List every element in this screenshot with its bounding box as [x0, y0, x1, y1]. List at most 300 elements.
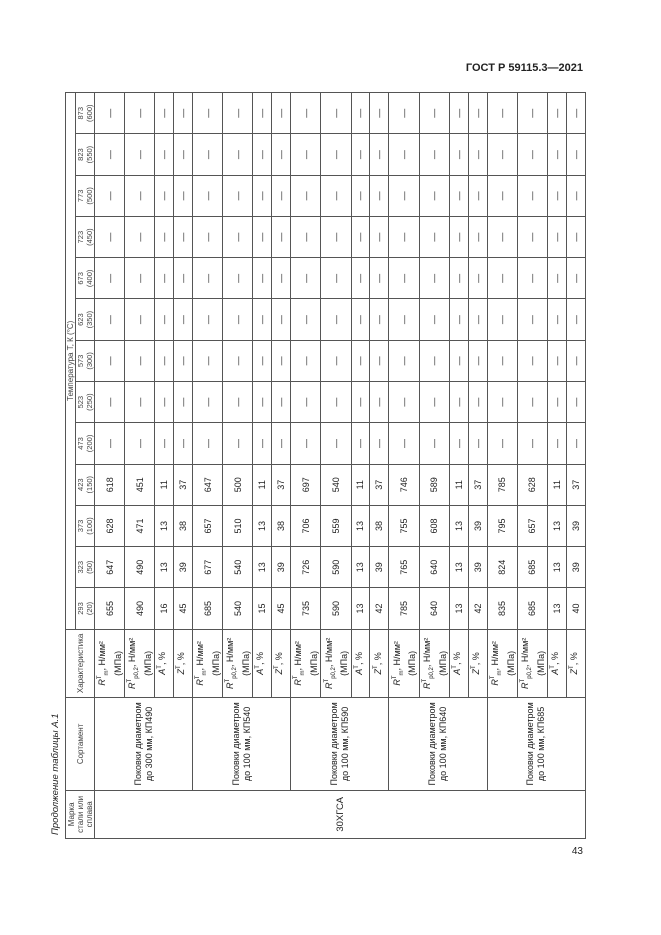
char-sub: p0,2 — [232, 667, 239, 679]
header-temp-1 — [76, 547, 95, 588]
value-cell: 11 — [155, 464, 174, 505]
value-cell: 40 — [566, 588, 585, 629]
value-cell: — — [321, 258, 351, 299]
value-cell: — — [351, 216, 370, 257]
value-cell: 697 — [291, 464, 321, 505]
value-cell: — — [223, 175, 253, 216]
value-cell: — — [223, 423, 253, 464]
header-temp-12 — [76, 93, 95, 134]
value-cell: — — [468, 340, 487, 381]
char-sup: T — [451, 665, 458, 669]
value-cell: — — [125, 134, 155, 175]
value-cell: — — [291, 258, 321, 299]
char-unit: , % — [451, 652, 462, 666]
value-cell: — — [291, 340, 321, 381]
value-cell: — — [449, 175, 468, 216]
char-symbol: A — [157, 668, 168, 675]
value-cell: — — [174, 93, 193, 134]
char-symbol: R — [421, 682, 432, 689]
characteristic-label — [223, 629, 253, 697]
char-unit: , Н/мм² (МПа) — [97, 641, 123, 676]
header-temp-11 — [76, 134, 95, 175]
value-cell: — — [253, 216, 272, 257]
value-cell: 451 — [125, 464, 155, 505]
value-cell: — — [419, 299, 449, 340]
value-cell: — — [389, 258, 419, 299]
value-cell: 13 — [449, 588, 468, 629]
value-cell: — — [449, 382, 468, 423]
value-cell: — — [517, 423, 547, 464]
header-temp-2 — [76, 505, 95, 546]
char-sup: T — [323, 678, 330, 683]
value-cell: — — [517, 216, 547, 257]
value-cell: — — [174, 423, 193, 464]
char-sup: T — [391, 675, 398, 680]
char-symbol: R — [97, 679, 108, 686]
characteristic-label — [193, 629, 223, 697]
char-symbol: R — [323, 682, 334, 689]
value-cell: 38 — [174, 505, 193, 546]
table-row — [487, 93, 517, 839]
value-cell: 39 — [468, 505, 487, 546]
char-sup: T — [274, 665, 281, 669]
value-cell: 785 — [487, 464, 517, 505]
value-cell: — — [370, 299, 389, 340]
value-cell: 11 — [351, 464, 370, 505]
grade-cell: 30ХГСА — [95, 790, 586, 838]
temp-kelvin: 423 — [76, 478, 85, 491]
temp-kelvin: 293 — [76, 602, 85, 615]
value-cell: 540 — [321, 464, 351, 505]
value-cell: 490 — [125, 588, 155, 629]
characteristic-label — [419, 629, 449, 697]
value-cell: 746 — [389, 464, 419, 505]
value-cell: — — [547, 258, 566, 299]
value-cell: — — [351, 258, 370, 299]
value-cell: — — [449, 340, 468, 381]
value-cell: 11 — [449, 464, 468, 505]
char-sup: T — [519, 678, 526, 683]
sort-cell: Поковки диаметром до 100 мм, КП590 — [291, 698, 389, 791]
value-cell: — — [351, 423, 370, 464]
char-symbol: R — [489, 679, 500, 686]
value-cell: — — [291, 134, 321, 175]
temp-kelvin: 523 — [76, 395, 85, 409]
value-cell: 640 — [419, 547, 449, 588]
characteristic-label — [272, 629, 291, 697]
value-cell: — — [193, 258, 223, 299]
value-cell: 42 — [370, 588, 389, 629]
header-temp-4 — [76, 423, 95, 464]
characteristic-label — [547, 629, 566, 697]
table-row — [291, 93, 321, 839]
value-cell: — — [253, 340, 272, 381]
table-row — [193, 93, 223, 839]
value-cell: — — [95, 93, 125, 134]
value-cell: — — [468, 423, 487, 464]
char-sup: T — [255, 665, 262, 669]
temp-kelvin: 573 — [76, 354, 85, 368]
value-cell: 16 — [155, 588, 174, 629]
value-cell: 647 — [95, 547, 125, 588]
value-cell: — — [389, 216, 419, 257]
value-cell: 590 — [321, 547, 351, 588]
temp-celsius: (450) — [85, 228, 94, 246]
value-cell: — — [547, 382, 566, 423]
char-unit: , Н/мм² (МПа) — [293, 641, 320, 676]
value-cell: 13 — [351, 505, 370, 546]
value-cell: 471 — [125, 505, 155, 546]
char-sub: m — [398, 670, 405, 676]
value-cell: 11 — [547, 464, 566, 505]
value-cell: — — [125, 258, 155, 299]
temp-celsius: (250) — [85, 393, 94, 411]
value-cell: — — [547, 175, 566, 216]
char-sup: T — [489, 675, 496, 680]
header-characteristic: Характеристика — [66, 629, 95, 697]
value-cell: 628 — [95, 505, 125, 546]
table-row — [95, 93, 125, 839]
value-cell: — — [321, 299, 351, 340]
value-cell: — — [449, 93, 468, 134]
value-cell: — — [174, 175, 193, 216]
value-cell: — — [155, 216, 174, 257]
value-cell: — — [370, 382, 389, 423]
value-cell: 45 — [272, 588, 291, 629]
value-cell: — — [419, 175, 449, 216]
value-cell: — — [566, 340, 585, 381]
char-unit: , % — [274, 652, 285, 666]
value-cell: — — [566, 299, 585, 340]
value-cell: 38 — [272, 505, 291, 546]
value-cell: — — [155, 299, 174, 340]
header-sort: Сортамент — [66, 698, 95, 791]
sort-cell: Поковки диаметром до 100 мм, КП540 — [193, 698, 291, 791]
value-cell: — — [125, 382, 155, 423]
value-cell: — — [95, 258, 125, 299]
value-cell: — — [125, 175, 155, 216]
value-cell: — — [468, 299, 487, 340]
value-cell: — — [272, 299, 291, 340]
value-cell: — — [370, 93, 389, 134]
value-cell: — — [95, 299, 125, 340]
value-cell: — — [517, 93, 547, 134]
value-cell: — — [321, 340, 351, 381]
value-cell: — — [193, 216, 223, 257]
value-cell: — — [125, 340, 155, 381]
value-cell: — — [272, 382, 291, 423]
char-sup: T — [372, 665, 379, 669]
value-cell: — — [174, 134, 193, 175]
value-cell: 39 — [468, 547, 487, 588]
char-unit: , Н/мм² (МПа) — [323, 637, 350, 676]
value-cell: — — [449, 423, 468, 464]
value-cell: 685 — [193, 588, 223, 629]
value-cell: — — [155, 423, 174, 464]
value-cell: 657 — [193, 505, 223, 546]
value-cell: — — [174, 299, 193, 340]
value-cell: 39 — [370, 547, 389, 588]
char-symbol: R — [127, 682, 138, 689]
value-cell: — — [155, 175, 174, 216]
characteristic-label — [253, 629, 272, 697]
value-cell: — — [517, 258, 547, 299]
char-sup: T — [225, 678, 232, 683]
header-temp-3 — [76, 464, 95, 505]
char-unit: , Н/мм² (МПа) — [127, 637, 154, 676]
value-cell: 706 — [291, 505, 321, 546]
char-symbol: Z — [372, 668, 383, 675]
char-symbol: A — [549, 668, 560, 675]
value-cell: 647 — [193, 464, 223, 505]
temp-kelvin: 823 — [76, 148, 85, 161]
value-cell: 590 — [321, 588, 351, 629]
value-cell: — — [351, 299, 370, 340]
value-cell: — — [95, 423, 125, 464]
value-cell: 39 — [272, 547, 291, 588]
char-sup: T — [195, 675, 202, 680]
value-cell: — — [449, 258, 468, 299]
characteristic-label — [351, 629, 370, 697]
value-cell: 39 — [566, 505, 585, 546]
value-cell: 655 — [95, 588, 125, 629]
value-cell: — — [155, 134, 174, 175]
char-symbol: R — [391, 679, 402, 686]
value-cell: — — [468, 258, 487, 299]
header-temp-10 — [76, 175, 95, 216]
temp-kelvin: 473 — [76, 437, 85, 450]
char-symbol: A — [255, 668, 266, 675]
value-cell: — — [95, 216, 125, 257]
char-unit: , % — [470, 652, 481, 666]
value-cell: — — [223, 299, 253, 340]
char-symbol: R — [293, 679, 304, 686]
value-cell: — — [468, 382, 487, 423]
value-cell: — — [351, 93, 370, 134]
value-cell: — — [253, 258, 272, 299]
value-cell: 13 — [547, 505, 566, 546]
value-cell: — — [566, 134, 585, 175]
value-cell: — — [223, 134, 253, 175]
value-cell: — — [125, 423, 155, 464]
char-sup: T — [293, 675, 300, 680]
characteristic-label — [449, 629, 468, 697]
temp-celsius: (300) — [85, 352, 94, 370]
value-cell: — — [193, 134, 223, 175]
value-cell: — — [389, 299, 419, 340]
value-cell: 510 — [223, 505, 253, 546]
value-cell: — — [253, 299, 272, 340]
characteristic-label — [291, 629, 321, 697]
characteristic-label — [566, 629, 585, 697]
value-cell: — — [487, 423, 517, 464]
characteristic-label — [468, 629, 487, 697]
characteristic-label — [125, 629, 155, 697]
char-sup: T — [157, 665, 164, 669]
value-cell: 42 — [468, 588, 487, 629]
char-symbol: Z — [569, 668, 579, 675]
value-cell: — — [419, 134, 449, 175]
value-cell: — — [253, 93, 272, 134]
value-cell: — — [566, 93, 585, 134]
value-cell: — — [351, 175, 370, 216]
temp-celsius: (400) — [85, 269, 94, 288]
char-sup: T — [176, 665, 183, 669]
value-cell: — — [419, 93, 449, 134]
value-cell: 15 — [253, 588, 272, 629]
value-cell: — — [517, 299, 547, 340]
temp-celsius: (350) — [85, 310, 94, 329]
value-cell: 13 — [449, 547, 468, 588]
value-cell: — — [487, 93, 517, 134]
value-cell: 39 — [566, 547, 585, 588]
sort-cell: Поковки диаметром до 100 мм, КП685 — [487, 698, 585, 791]
value-cell: 628 — [517, 464, 547, 505]
char-unit: , % — [549, 652, 560, 666]
value-cell: — — [95, 340, 125, 381]
value-cell: — — [370, 175, 389, 216]
header-temp-8 — [76, 258, 95, 299]
char-unit: , % — [569, 652, 579, 666]
value-cell: 13 — [547, 547, 566, 588]
value-cell: — — [370, 258, 389, 299]
char-sup: T — [569, 665, 575, 669]
char-sup: T — [127, 678, 134, 683]
value-cell: — — [193, 175, 223, 216]
char-unit: , % — [353, 652, 364, 666]
char-unit: , Н/мм² (МПа) — [421, 637, 448, 676]
value-cell: — — [321, 93, 351, 134]
header-temperature: Температура T, К (°С) — [66, 93, 76, 630]
header-temp-9 — [76, 216, 95, 257]
value-cell: 13 — [449, 505, 468, 546]
value-cell: — — [272, 423, 291, 464]
characteristic-label — [487, 629, 517, 697]
value-cell: — — [389, 423, 419, 464]
characteristic-label — [321, 629, 351, 697]
value-cell: — — [223, 382, 253, 423]
char-sup: T — [97, 675, 104, 680]
characteristic-label — [155, 629, 174, 697]
value-cell: — — [487, 340, 517, 381]
value-cell: 589 — [419, 464, 449, 505]
value-cell: 618 — [95, 464, 125, 505]
value-cell: — — [487, 175, 517, 216]
char-unit: , Н/мм² (МПа) — [195, 641, 222, 676]
temp-celsius: (50) — [85, 560, 94, 574]
value-cell: — — [547, 423, 566, 464]
temp-kelvin: 323 — [76, 560, 85, 574]
value-cell: 13 — [253, 505, 272, 546]
value-cell: — — [272, 216, 291, 257]
char-unit: , Н/мм² (МПа) — [489, 641, 516, 676]
value-cell: — — [487, 382, 517, 423]
value-cell: — — [351, 340, 370, 381]
value-cell: — — [321, 134, 351, 175]
value-cell: — — [487, 299, 517, 340]
value-cell: — — [253, 175, 272, 216]
value-cell: — — [223, 216, 253, 257]
value-cell: — — [419, 340, 449, 381]
value-cell: — — [351, 134, 370, 175]
char-sup: T — [549, 665, 556, 669]
value-cell: — — [291, 216, 321, 257]
temp-kelvin: 723 — [76, 230, 85, 244]
value-cell: — — [272, 340, 291, 381]
value-cell: — — [468, 134, 487, 175]
value-cell: 13 — [547, 588, 566, 629]
value-cell: — — [174, 382, 193, 423]
properties-table — [65, 92, 586, 839]
value-cell: — — [566, 423, 585, 464]
value-cell: 677 — [193, 547, 223, 588]
value-cell: 37 — [566, 464, 585, 505]
value-cell: 824 — [487, 547, 517, 588]
value-cell: — — [272, 93, 291, 134]
value-cell: — — [566, 175, 585, 216]
value-cell: — — [370, 340, 389, 381]
characteristic-label — [517, 629, 547, 697]
sort-cell: Поковки диаметром до 100 мм, КП640 — [389, 698, 487, 791]
characteristic-label — [95, 629, 125, 697]
value-cell: — — [370, 423, 389, 464]
char-symbol: A — [451, 668, 462, 675]
temp-kelvin: 623 — [76, 313, 85, 326]
value-cell: — — [547, 216, 566, 257]
header-temp-0 — [76, 588, 95, 629]
value-cell: 490 — [125, 547, 155, 588]
value-cell: — — [547, 299, 566, 340]
char-sub: m — [202, 670, 209, 676]
char-unit: , % — [176, 652, 187, 666]
value-cell: 39 — [174, 547, 193, 588]
value-cell: — — [193, 423, 223, 464]
value-cell: — — [253, 134, 272, 175]
char-sup: T — [353, 665, 360, 669]
value-cell: — — [174, 340, 193, 381]
char-sub: p0,2 — [134, 667, 141, 679]
value-cell: — — [389, 134, 419, 175]
header-grade: Марка стали или сплава — [66, 790, 95, 838]
value-cell: — — [389, 175, 419, 216]
value-cell: — — [487, 216, 517, 257]
value-cell: — — [291, 299, 321, 340]
value-cell: — — [547, 93, 566, 134]
value-cell: — — [321, 216, 351, 257]
table-row — [389, 93, 419, 839]
value-cell: — — [419, 258, 449, 299]
value-cell: — — [291, 93, 321, 134]
value-cell: — — [547, 340, 566, 381]
value-cell: 37 — [174, 464, 193, 505]
temp-celsius: (100) — [85, 517, 94, 535]
value-cell: — — [370, 134, 389, 175]
value-cell: — — [389, 340, 419, 381]
char-sup: T — [470, 665, 477, 669]
value-cell: 785 — [389, 588, 419, 629]
value-cell: 13 — [253, 547, 272, 588]
temp-kelvin: 773 — [76, 189, 85, 203]
value-cell: — — [547, 134, 566, 175]
value-cell: — — [95, 382, 125, 423]
value-cell: — — [468, 175, 487, 216]
rotated-table-frame — [65, 92, 586, 839]
value-cell: 795 — [487, 505, 517, 546]
value-cell: — — [223, 340, 253, 381]
temp-celsius: (20) — [85, 601, 94, 616]
value-cell: 13 — [351, 547, 370, 588]
char-sub: m — [300, 670, 307, 676]
